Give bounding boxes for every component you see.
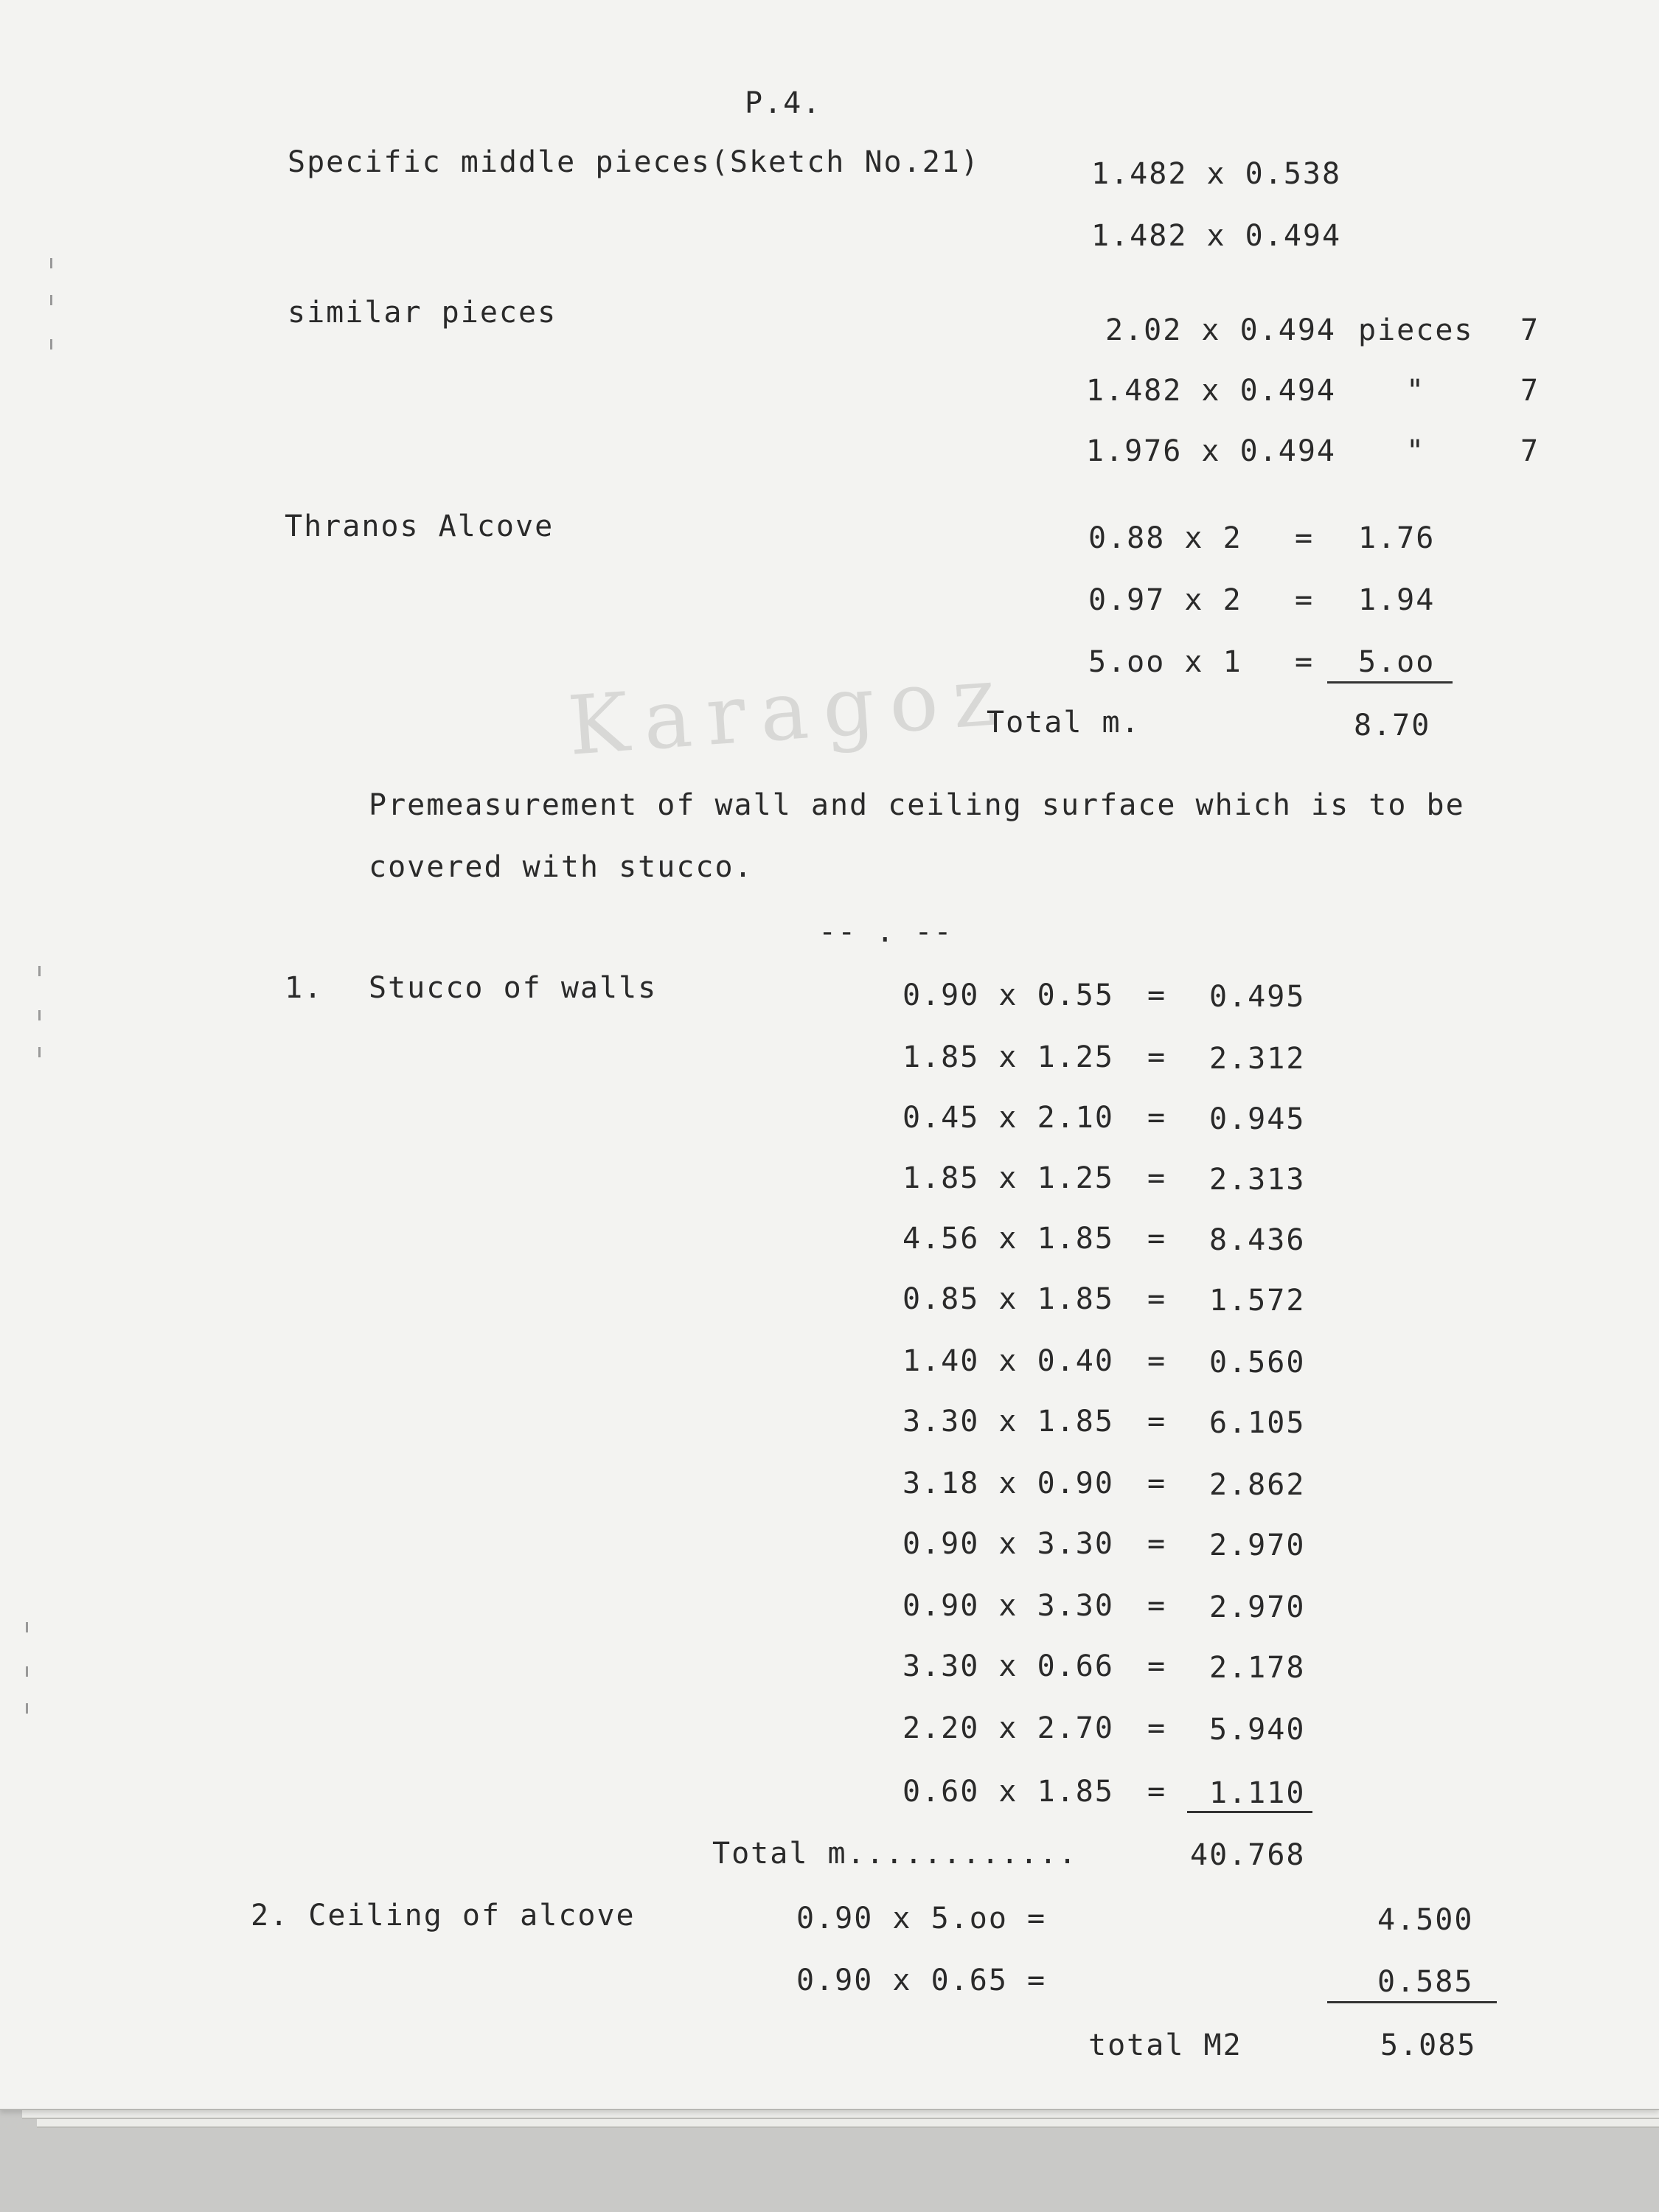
walls-row-value: 8.436 — [1209, 1223, 1306, 1257]
ditto-mark: " — [1405, 434, 1426, 468]
thranos-row-value: 5.oo — [1358, 645, 1436, 679]
margin-mark — [26, 1622, 35, 1632]
walls-row-value: 2.970 — [1209, 1590, 1306, 1624]
margin-mark — [50, 339, 60, 349]
specific-row: 1.482 x 0.494 — [1091, 219, 1342, 253]
equals-sign: = — [1147, 1161, 1167, 1195]
similar-row-qty: 7 — [1520, 313, 1540, 347]
specific-pieces-label: Specific middle pieces(Sketch No.21) — [288, 145, 980, 179]
margin-mark — [38, 1047, 48, 1057]
walls-row-value: 1.110 — [1209, 1776, 1306, 1810]
specific-row: 1.482 x 0.538 — [1091, 157, 1342, 191]
walls-row-dims: 4.56 x 1.85 — [902, 1222, 1114, 1256]
equals-sign: = — [1147, 1344, 1167, 1378]
intro-line-2: covered with stucco. — [369, 850, 754, 884]
similar-row-qty: 7 — [1520, 434, 1540, 468]
thranos-total-value: 8.70 — [1354, 709, 1431, 742]
underlying-sheet-edge — [22, 2110, 1659, 2119]
walls-row-value: 5.940 — [1209, 1713, 1306, 1747]
equals-sign: = — [1147, 1649, 1167, 1683]
walls-row-value: 2.970 — [1209, 1528, 1306, 1562]
walls-row-value: 0.495 — [1209, 980, 1306, 1014]
margin-mark — [26, 1666, 35, 1677]
thranos-row-dims: 0.88 x 2 — [1088, 521, 1242, 555]
equals-sign: = — [1147, 1040, 1167, 1074]
similar-row-dims: 2.02 x 0.494 — [1105, 313, 1336, 347]
section-separator: -- . -- — [818, 915, 953, 949]
walls-row-value: 2.313 — [1209, 1163, 1306, 1197]
walls-row-dims: 1.40 x 0.40 — [902, 1344, 1114, 1378]
sum-rule — [1327, 681, 1453, 684]
walls-row-dims: 0.45 x 2.10 — [902, 1101, 1114, 1135]
walls-item-number: 1. — [285, 971, 324, 1005]
thranos-row-value: 1.76 — [1358, 521, 1436, 555]
thranos-alcove-label: Thranos Alcove — [285, 509, 554, 543]
thranos-row-dims: 0.97 x 2 — [1088, 583, 1242, 617]
equals-sign: = — [1147, 1101, 1167, 1135]
similar-row-qty: 7 — [1520, 374, 1540, 408]
equals-sign: = — [1147, 1467, 1167, 1500]
walls-row-dims: 0.60 x 1.85 — [902, 1775, 1114, 1809]
ceiling-total-value: 5.085 — [1380, 2028, 1477, 2062]
walls-total-label: Total m............ — [712, 1837, 1078, 1871]
walls-row-dims: 2.20 x 2.70 — [902, 1711, 1114, 1745]
equals-sign: = — [1147, 1589, 1167, 1623]
similar-row-dims: 1.482 x 0.494 — [1085, 374, 1336, 408]
ceiling-row-value: 0.585 — [1377, 1965, 1474, 1999]
equals-sign: = — [1147, 1282, 1167, 1316]
margin-mark — [26, 1703, 35, 1714]
ceiling-row-value: 4.500 — [1377, 1903, 1474, 1937]
walls-row-value: 0.945 — [1209, 1102, 1306, 1136]
sum-rule — [1327, 2001, 1497, 2003]
margin-mark — [50, 295, 60, 305]
thranos-row-dims: 5.oo x 1 — [1088, 645, 1242, 679]
thranos-total-label: Total m. — [987, 706, 1141, 740]
underlying-sheet-edge — [37, 2119, 1659, 2128]
walls-row-dims: 1.85 x 1.25 — [902, 1040, 1114, 1074]
walls-row-dims: 0.90 x 3.30 — [902, 1589, 1114, 1623]
walls-row-value: 1.572 — [1209, 1284, 1306, 1318]
ceiling-row-dims: 0.90 x 5.oo = — [796, 1902, 1047, 1935]
equals-sign: = — [1147, 1711, 1167, 1745]
ceiling-row-dims: 0.90 x 0.65 = — [796, 1964, 1047, 1997]
walls-row-dims: 1.85 x 1.25 — [902, 1161, 1114, 1195]
walls-label: Stucco of walls — [369, 971, 658, 1005]
similar-row-dims: 1.976 x 0.494 — [1085, 434, 1336, 468]
walls-row-dims: 3.18 x 0.90 — [902, 1467, 1114, 1500]
sum-rule — [1187, 1811, 1312, 1813]
intro-line-1: Premeasurement of wall and ceiling surface which is to be — [369, 788, 1465, 822]
equals-sign: = — [1147, 1527, 1167, 1561]
walls-row-value: 0.560 — [1209, 1346, 1306, 1380]
ceiling-total-label: total M2 — [1088, 2028, 1242, 2062]
equals-sign: = — [1147, 1405, 1167, 1439]
equals-sign: = — [1295, 645, 1315, 679]
walls-row-dims: 0.90 x 3.30 — [902, 1527, 1114, 1561]
margin-mark — [50, 258, 60, 268]
ditto-mark: " — [1405, 374, 1426, 408]
margin-mark — [38, 966, 48, 976]
equals-sign: = — [1295, 583, 1315, 617]
similar-row-unit: pieces — [1358, 313, 1474, 347]
margin-mark — [38, 1010, 48, 1020]
walls-total-value: 40.768 — [1190, 1838, 1306, 1872]
walls-row-value: 2.178 — [1209, 1651, 1306, 1685]
walls-row-dims: 0.90 x 0.55 — [902, 978, 1114, 1012]
faint-stamp-watermark: Karagoz — [565, 648, 1014, 773]
equals-sign: = — [1147, 978, 1167, 1012]
walls-row-value: 2.862 — [1209, 1468, 1306, 1502]
walls-row-dims: 0.85 x 1.85 — [902, 1282, 1114, 1316]
walls-row-value: 6.105 — [1209, 1406, 1306, 1440]
walls-row-dims: 3.30 x 0.66 — [902, 1649, 1114, 1683]
similar-pieces-label: similar pieces — [288, 296, 557, 330]
equals-sign: = — [1295, 521, 1315, 555]
equals-sign: = — [1147, 1775, 1167, 1809]
equals-sign: = — [1147, 1222, 1167, 1256]
walls-row-value: 2.312 — [1209, 1042, 1306, 1076]
ceiling-label: 2. Ceiling of alcove — [251, 1899, 636, 1933]
walls-row-dims: 3.30 x 1.85 — [902, 1405, 1114, 1439]
page-number: P.4. — [745, 86, 822, 120]
thranos-row-value: 1.94 — [1358, 583, 1436, 617]
